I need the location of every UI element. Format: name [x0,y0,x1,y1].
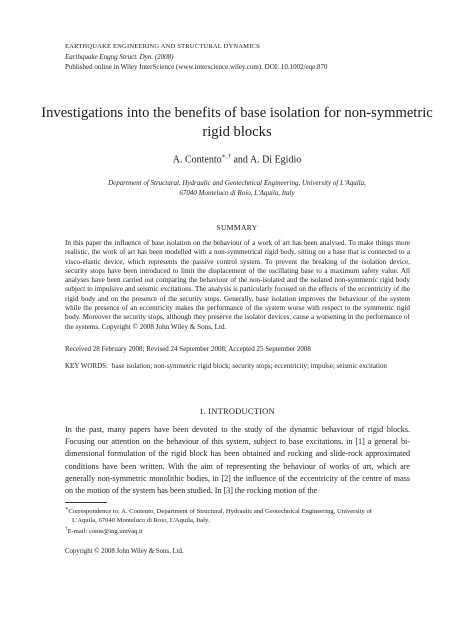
summary-heading: SUMMARY [216,223,258,232]
keywords-block [65,362,410,372]
footnote-email-text: E-mail: conte@ing.univaq.it [67,528,143,536]
journal-citation: Earthquake Engng Struct. Dyn. (2008) [65,53,174,61]
received-dates: Received 28 February 2008; Revised 24 September 2008; Accepted 25 September 2008 [65,345,311,353]
footnote-email [65,525,410,536]
abstract-text: In this paper the influence of base isolation on the behaviour of a work of art has been analysed. To make things more realistic, the work of art has been modelled with a non-symmetrical rigid body, sitting on a base that is connected to a visco-elastic device, which represents the passive control system. To prevent the breaking of the isolation device, security stops have been introduced to limit the displacement of the oscillating base to a maximum safety value. All analyses have been carried out comparing the behaviour of the non-isolated and the isolated non-symmetric rigid body subject to impulsive and seismic excitations. The analysis is particularly focused on the effects of the eccentricity of the rigid body and on the presence of the security stops. Generally, base isolation improves the behaviour of the system while the presence of an eccentricity makes the performance of the system worse with respect to the symmetric rigid body. Moreover the security stops, although they preserve the isolator devices, cause a worsening in the performance of the systems. Copyright © 2008 John Wiley & Sons, Ltd. [65,239,410,331]
affiliation-line-2: 67040 Monteluco di Roio, L'Aquila, Italy [179,189,295,197]
section-heading: 1. INTRODUCTION [199,406,275,416]
copyright-line: Copyright © 2008 John Wiley & Sons, Ltd. [65,548,184,555]
footnotes [65,505,410,536]
footnote-mark-correspondence: ∗ [65,507,69,512]
keywords-label: KEY WORDS: [65,362,108,370]
footnote-correspondence [65,505,410,516]
author-line [0,152,474,165]
author-first: A. Contento [172,154,222,166]
footnote-correspondence-line-1: Correspondence to: A. Contento, Department of Structural, Hydraulic and Geotechnical Engineering, University of [68,508,372,516]
footnote-correspondence-line-2: L'Aquila, 67040 Monteluco di Roio, L'Aquila, Italy. [72,517,210,525]
paper-title: Investigations into the benefits of base isolation for non-symmetric rigid blocks [41,105,433,140]
affiliation [80,178,394,198]
author-first-footnote-marks: ∗,† [221,153,231,160]
keywords-text: base isolation; non-symmetric rigid block; security stops; eccentricity; impulse; seismic excitation [112,362,387,370]
author-connector: and [230,154,250,166]
publication-info: Published online in Wiley InterScience (www.interscience.wiley.com). DOI: 10.1002/eqe.870 [65,63,328,71]
journal-name: EARTHQUAKE ENGINEERING AND STRUCTURAL DYNAMICS [65,43,260,50]
journal-header [65,42,425,72]
section-body: In the past, many papers have been devoted to the study of the dynamic behaviour of rigid blocks. Focusing our attention on the behaviour of this system, subject to base excitations, in [1] a general bi-dimensional formulation of the rigid block has been obtained and rocking and slide-rock approximated conditions have been written. With the aim of representing the behaviour of works of art, which are generally non-symmetric monolithic bodies, in [2] the influence of the eccentricity of the centre of mass on the motion of the system has been studied. In [3] the rocking motion of the [65,425,410,496]
footnote-mark-email: † [65,527,68,533]
author-second: A. Di Egidio [249,154,302,166]
footnote-divider [65,502,107,503]
affiliation-line-1: Department of Structural, Hydraulic and Geotechnical Engineering, University of L'Aquila, [108,179,366,187]
